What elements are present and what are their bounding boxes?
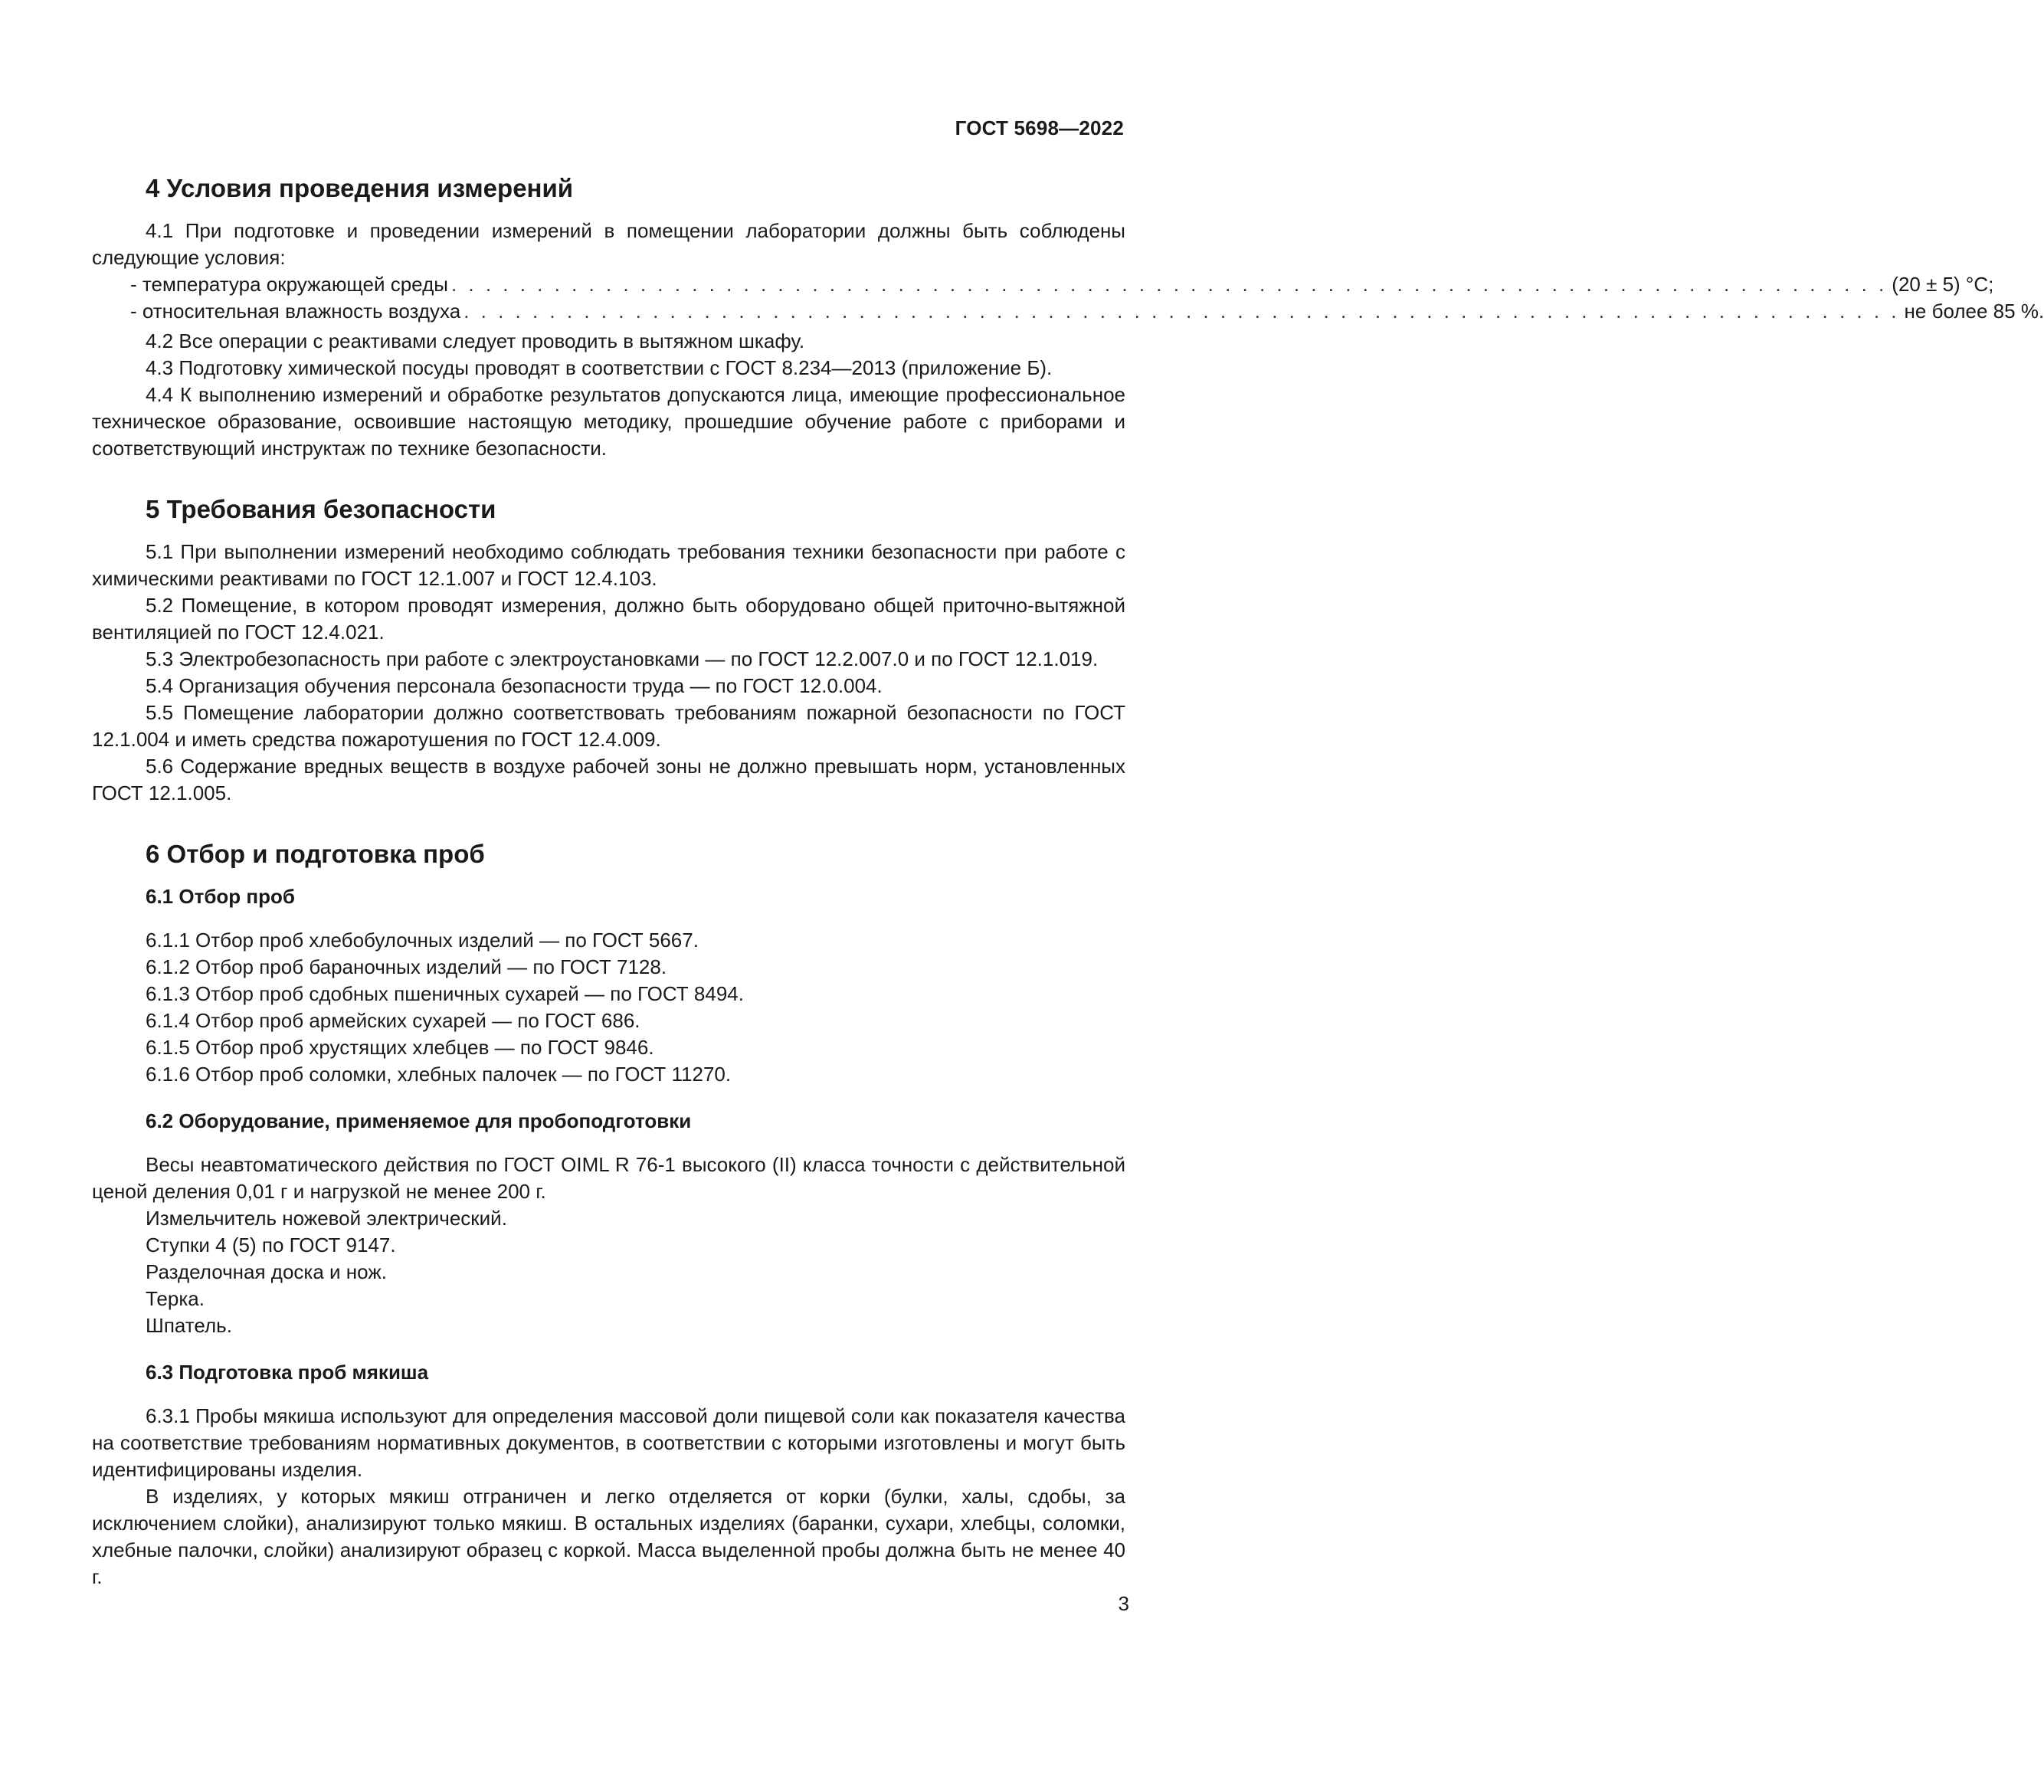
- condition-label: - относительная влажность воздуха: [130, 300, 461, 323]
- condition-value: (20 ± 5) °С;: [1892, 273, 1994, 296]
- subsection-6-3-title: 6.3 Подготовка проб мякиша: [146, 1361, 429, 1384]
- paragraph-5-3: 5.3 Электробезопасность при работе с электроустановками — по ГОСТ 12.2.007.0 и по ГОСТ 12.1.019.: [146, 647, 1099, 670]
- list-item: 6.1.4 Отбор проб армейских сухарей — по ГОСТ 686.: [146, 1009, 640, 1032]
- section-5-title: 5 Требования безопасности: [146, 495, 496, 523]
- paragraph-4-2: 4.2 Все операции с реактивами следует проводить в вытяжном шкафу.: [146, 329, 805, 352]
- list-item: 6.1.2 Отбор проб бараночных изделий — по ГОСТ 7128.: [146, 955, 667, 978]
- condition-label: - температура окружающей среды: [130, 273, 448, 296]
- list-item: Шпатель.: [146, 1314, 232, 1337]
- document-number: ГОСТ 5698—2022: [955, 116, 1124, 139]
- list-item: Разделочная доска и нож.: [146, 1260, 387, 1283]
- dot-leader: . . . . . . . . . . . . . . . . . . . . . . . . . . . . . . . . . . . . . . . . . . . . . . . . . . . . . . . . . . . . . . . . . . . . . . . . . . . . . . . . . . . .: [464, 300, 1900, 323]
- paragraph-5-2: 5.2 Помещение, в котором проводят измерения, должно быть оборудовано общей приточно-вытяжной вентиляцией по ГОСТ 12.4.021.: [92, 594, 1125, 644]
- paragraph-5-4: 5.4 Организация обучения персонала безопасности труда — по ГОСТ 12.0.004.: [146, 674, 883, 697]
- paragraph-crumb-samples: В изделиях, у которых мякиш отграничен и легко отделяется от корки (булки, халы, сдобы, за исключением слойки), анализируют только мякиш. В остальных изделиях (баранки, сухари, хлебцы, соломки, хлебные палочки, слойки) анализируют образец с коркой. Масса выделенной пробы должна быть не менее 40 г.: [92, 1485, 1125, 1588]
- paragraph-5-1: 5.1 При выполнении измерений необходимо соблюдать требования техники безопасности при работе с химическими реактивами по ГОСТ 12.1.007 и ГОСТ 12.4.103.: [92, 540, 1125, 590]
- condition-value: не более 85 %.: [1904, 300, 2044, 323]
- list-item: Измельчитель ножевой электрический.: [146, 1207, 507, 1230]
- list-item: 6.1.1 Отбор проб хлебобулочных изделий — по ГОСТ 5667.: [146, 929, 699, 952]
- list-item: 6.1.5 Отбор проб хрустящих хлебцев — по ГОСТ 9846.: [146, 1036, 654, 1059]
- condition-temperature: [92, 271, 1994, 298]
- paragraph-5-6: 5.6 Содержание вредных веществ в воздухе рабочей зоны не должно превышать норм, установленных ГОСТ 12.1.005.: [92, 755, 1125, 804]
- paragraph-6-3-1: 6.3.1 Пробы мякиша используют для определения массовой доли пищевой соли как показателя качества на соответствие требованиям нормативных документов, в соответствии с которыми изготовлены и могут быть идентифицированы изделия.: [92, 1404, 1125, 1481]
- paragraph-4-4: 4.4 К выполнению измерений и обработке результатов допускаются лица, имеющие профессиональное техническое образование, освоившие настоящую методику, прошедшие обучение работе с приборами и соответствующий инструктаж по технике безопасности.: [92, 383, 1125, 460]
- condition-humidity: [92, 298, 2044, 325]
- subsection-6-2-title: 6.2 Оборудование, применяемое для пробоподготовки: [146, 1109, 692, 1132]
- page-content: [92, 173, 2044, 1591]
- equipment-scales: Весы неавтоматического действия по ГОСТ OIML R 76-1 высокого (II) класса точности с действительной ценой деления 0,01 г и нагрузкой не менее 200 г.: [92, 1153, 1125, 1203]
- paragraph-4-1: 4.1 При подготовке и проведении измерений в помещении лаборатории должны быть соблюдены следующие условия:: [92, 219, 1125, 269]
- section-6-title: 6 Отбор и подготовка проб: [146, 840, 485, 868]
- paragraph-5-5: 5.5 Помещение лаборатории должно соответствовать требованиям пожарной безопасности по ГОСТ 12.1.004 и иметь средства пожаротушения по ГОСТ 12.4.009.: [92, 701, 1125, 751]
- page-number: 3: [1118, 1592, 1129, 1615]
- dot-leader: . . . . . . . . . . . . . . . . . . . . . . . . . . . . . . . . . . . . . . . . . . . . . . . . . . . . . . . . . . . . . . . . . . . . . . . . . . . . . . . . . . . .: [450, 273, 1888, 296]
- section-4-title: 4 Условия проведения измерений: [146, 174, 574, 202]
- subsection-6-1-title: 6.1 Отбор проб: [146, 885, 295, 908]
- list-item: Терка.: [146, 1287, 205, 1310]
- list-item: Ступки 4 (5) по ГОСТ 9147.: [146, 1233, 396, 1256]
- list-item: 6.1.6 Отбор проб соломки, хлебных палочек — по ГОСТ 11270.: [146, 1063, 732, 1086]
- paragraph-4-3: 4.3 Подготовку химической посуды проводят в соответствии с ГОСТ 8.234—2013 (приложение Б).: [146, 356, 1053, 379]
- list-item: 6.1.3 Отбор проб сдобных пшеничных сухарей — по ГОСТ 8494.: [146, 982, 744, 1005]
